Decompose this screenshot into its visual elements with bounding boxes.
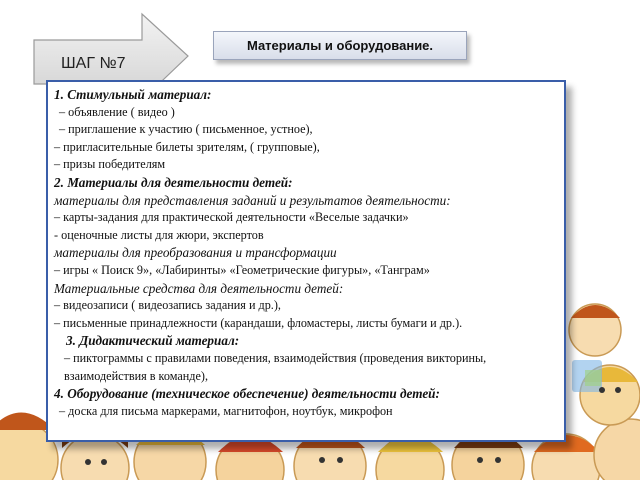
section-heading: 4. Оборудование (техническое обеспечение) деятельности детей: (54, 386, 440, 402)
list-item: – видеозаписи ( видеозапись задания и др.), (54, 298, 281, 313)
subsection-heading: материалы для преобразования и трансформации (54, 245, 337, 261)
subsection-heading: Материальные средства для деятельности детей: (54, 280, 344, 296)
list-item: – игры « Поиск 9», «Лабиринты» «Геометрические фигуры», «Танграм» (54, 262, 430, 277)
list-item: – пригласительные билеты зрителям, ( групповые), (54, 139, 320, 154)
list-item: - оценочные листы для жюри, экспертов (54, 227, 264, 242)
subsection-heading: материалы для представления заданий и результатов деятельности: (54, 192, 451, 208)
section-heading: 1. Стимульный материал: (54, 87, 212, 102)
list-item: – призы победителям (54, 157, 166, 172)
page-title: Материалы и оборудование. (213, 31, 467, 60)
list-item: – карты-задания для практической деятельности «Веселые задачки» (54, 210, 409, 225)
list-item: – доска для письма маркерами, магнитофон, ноутбук, микрофон (59, 403, 393, 418)
section-heading: 3. Дидактический материал: (66, 333, 240, 349)
list-item: – объявление ( видео ) (59, 104, 175, 119)
content-panel (46, 80, 566, 442)
list-item: – приглашение к участию ( письменное, устное), (59, 122, 313, 137)
list-item: – письменные принадлежности (карандаши, фломастеры, листы бумаги и др.). (54, 315, 463, 330)
section-heading: 2. Материалы для деятельности детей: (54, 174, 293, 190)
list-item: – пиктограммы с правилами поведения, взаимодействия (проведения викторины, взаимодействия в команде), (64, 350, 487, 383)
step-label: ШАГ №7 (61, 55, 126, 72)
